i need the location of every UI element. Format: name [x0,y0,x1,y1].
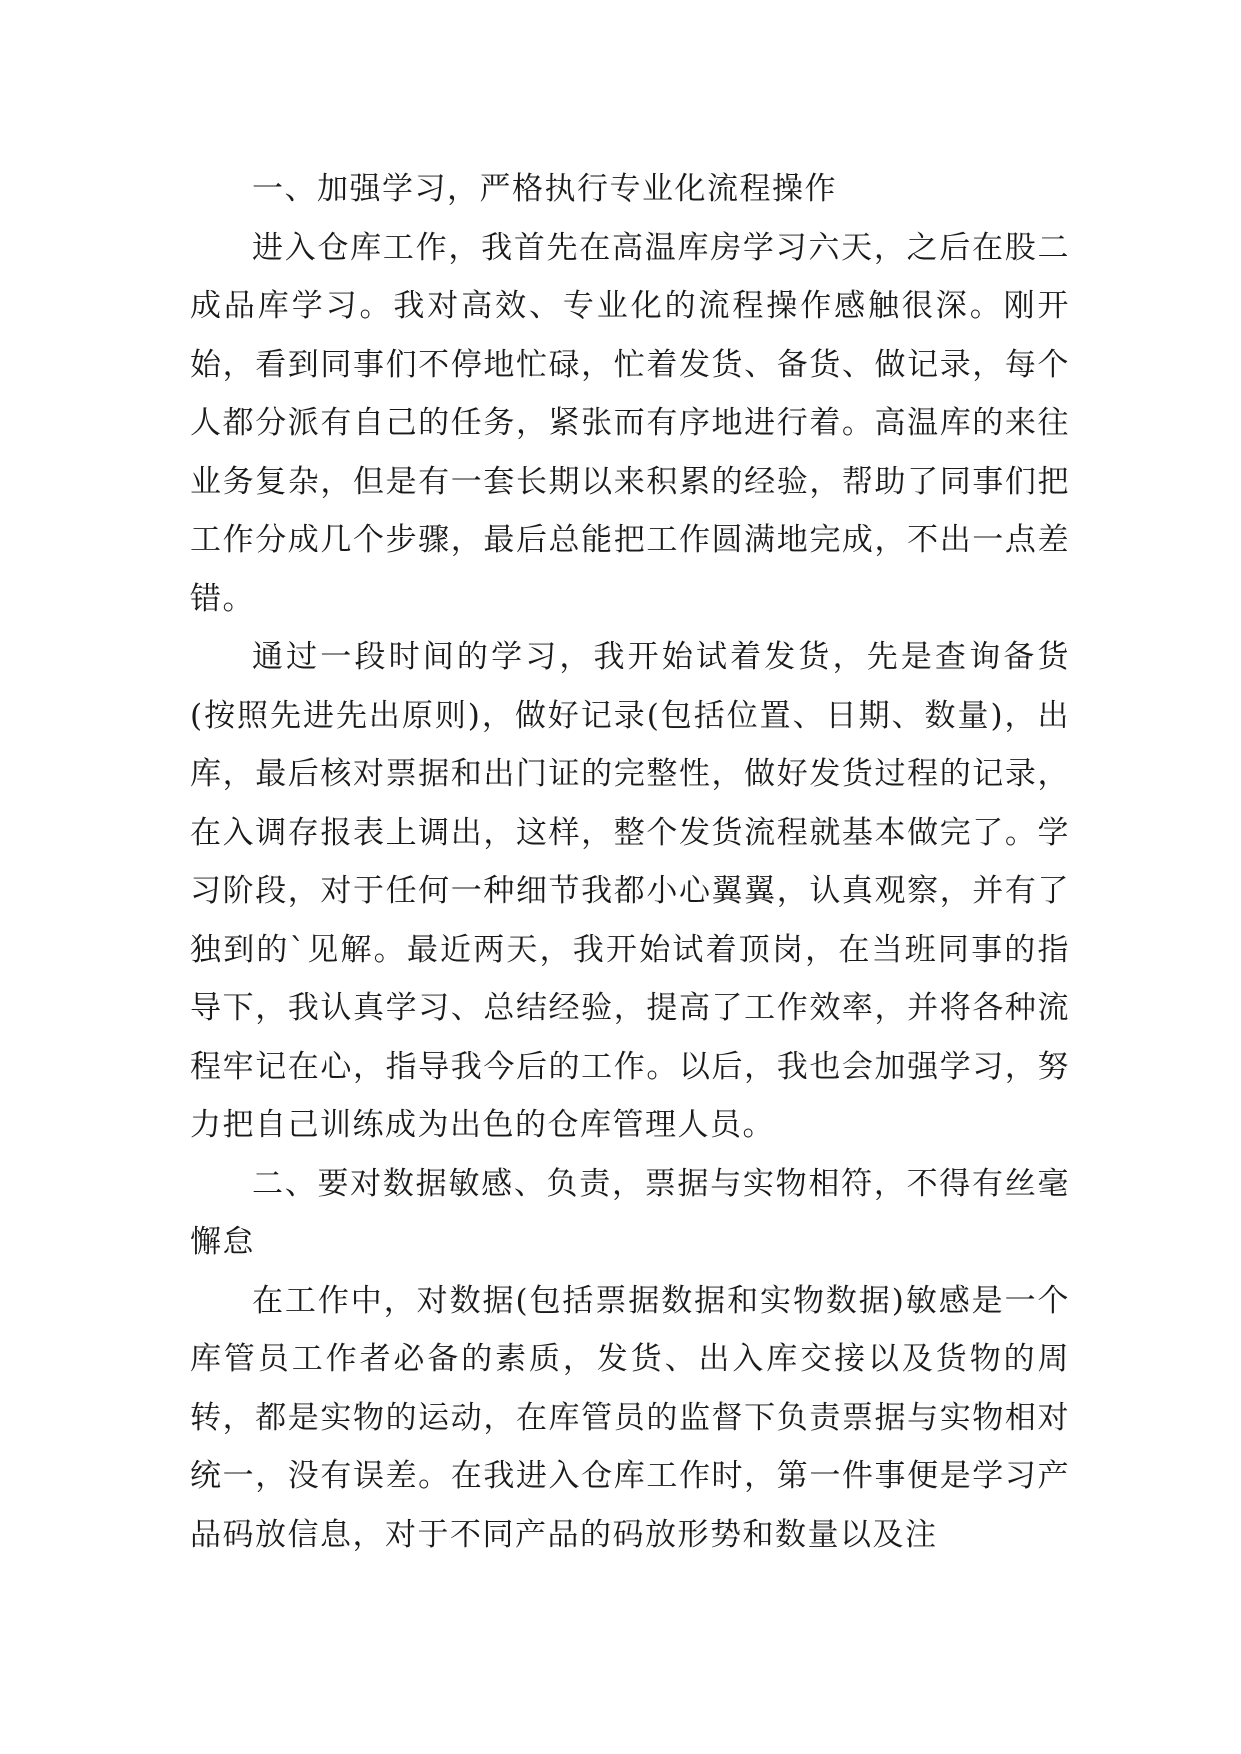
body-paragraph-2: 通过一段时间的学习，我开始试着发货，先是查询备货(按照先进先出原则)，做好记录(包括位置、日期、数量)，出库，最后核对票据和出门证的完整性，做好发货过程的记录，在入调存报表上调出，这样，整个发货流程就基本做完了。学习阶段，对于任何一种细节我都小心翼翼，认真观察，并有了独到的`见解。最近两天，我开始试着顶岗，在当班同事的指导下，我认真学习、总结经验，提高了工作效率，并将各种流程牢记在心，指导我今后的工作。以后，我也会加强学习，努力把自己训练成为出色的仓库管理人员。 [190,639,1070,1143]
section-heading-1: 一、加强学习，严格执行专业化流程操作 [252,171,837,207]
body-paragraph-3: 在工作中，对数据(包括票据数据和实物数据)敏感是一个库管员工作者必备的素质，发货、出入库交接以及货物的周转，都是实物的运动，在库管员的监督下负责票据与实物相对统一，没有误差。在我进入仓库工作时，第一件事便是学习产品码放信息，对于不同产品的码放形势和数量以及注 [190,1282,1070,1553]
section-heading-2: 二、要对数据敏感、负责，票据与实物相符，不得有丝毫懈怠 [190,1165,1070,1260]
document-body [190,160,1070,1564]
body-paragraph-1: 进入仓库工作，我首先在高温库房学习六天，之后在股二成品库学习。我对高效、专业化的流程操作感触很深。刚开始，看到同事们不停地忙碌，忙着发货、备货、做记录，每个人都分派有自己的任务，紧张而有序地进行着。高温库的来往业务复杂，但是有一套长期以来积累的经验，帮助了同事们把工作分成几个步骤，最后总能把工作圆满地完成，不出一点差错。 [190,229,1070,617]
